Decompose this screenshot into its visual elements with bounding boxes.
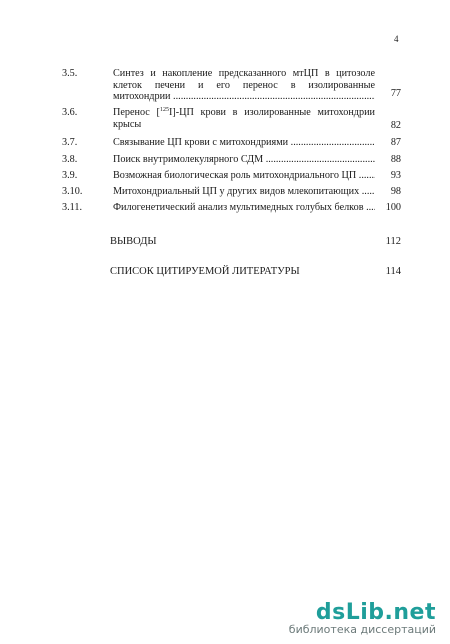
watermark-subtitle: библиотека диссертаций [288, 623, 436, 636]
toc-page: 87 [390, 137, 401, 148]
toc-number: 3.5. [62, 68, 78, 79]
toc-text: Поиск внутримолекулярного СДМ ..... [113, 154, 375, 166]
toc-number: 3.10. [62, 186, 83, 197]
toc-number: 3.11. [62, 202, 82, 213]
toc-page: 93 [390, 170, 401, 181]
toc-page: 88 [390, 154, 401, 165]
toc-section-title: СПИСОК ЦИТИРУЕМОЙ ЛИТЕРАТУРЫ [110, 266, 300, 277]
toc-number: 3.7. [62, 137, 78, 148]
toc-text-line: крысы [113, 118, 142, 130]
toc-page: 82 [390, 120, 401, 131]
toc-text-line: Синтез и накопление предсказанного мтЦП в цитозоле [113, 68, 375, 79]
toc-page: 77 [390, 88, 401, 99]
watermark [289, 600, 436, 636]
watermark-logo: dsLib.net [315, 600, 436, 625]
toc-text-line: Перенос [$^{125}$I]-ЦП крови в изолированные митохондрии [113, 107, 375, 118]
toc-text: Филогенетический анализ мультимедных голубых белков ..... [113, 202, 375, 214]
toc-page: 112 [385, 236, 401, 247]
toc-page: 100 [385, 202, 401, 213]
toc-text-line: клеток печени и его перенос в изолированные [113, 79, 375, 91]
toc-number: 3.6. [62, 107, 78, 118]
toc-number: 3.8. [62, 154, 78, 165]
toc-text: Связывание ЦП крови с митохондриями ..... [113, 137, 375, 149]
toc-page: 114 [385, 266, 401, 277]
toc-text: Митохондриальный ЦП у других видов млекопитающих ..... [113, 186, 375, 198]
toc-text: Возможная биологическая роль митохондриального ЦП ..... [113, 170, 375, 182]
toc-text-line: митохондрии ..... [113, 91, 375, 103]
page-number: 4 [394, 34, 399, 44]
toc-section-title: ВЫВОДЫ [110, 236, 157, 247]
toc-page: 98 [390, 186, 401, 197]
toc-number: 3.9. [62, 170, 78, 181]
